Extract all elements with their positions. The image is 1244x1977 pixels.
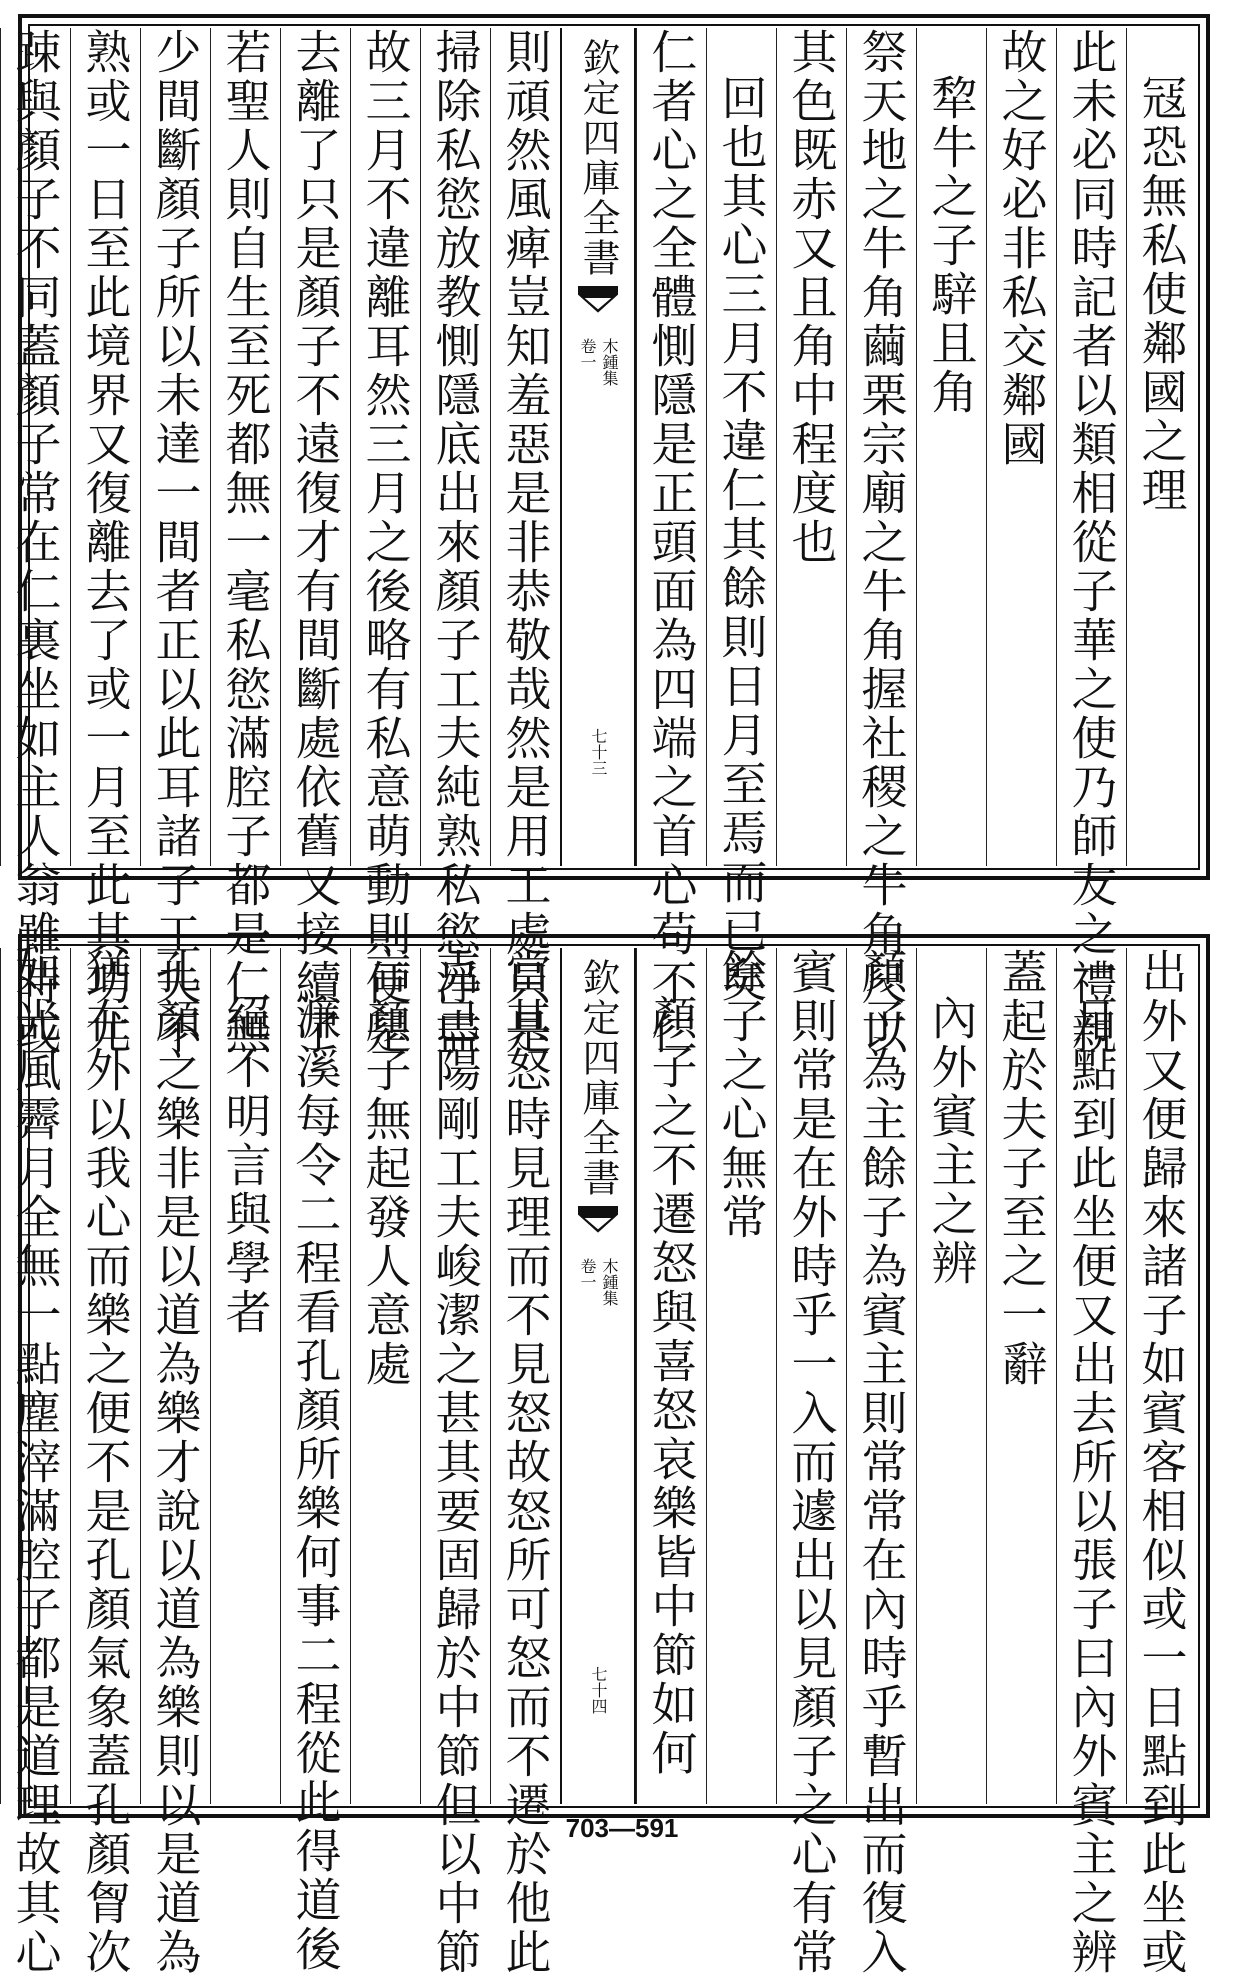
top-page-columns <box>8 28 1196 1057</box>
column-text: 熟或一日至此境界又復離去了或一月至此其功尤 <box>78 28 133 1057</box>
column-text: 餘子之心無常 <box>714 948 769 1242</box>
column-text: 犂牛之子騂且角 <box>924 74 979 417</box>
column-text: 蓋起於夫子至之一辭 <box>994 948 1049 1389</box>
text-column <box>350 948 420 1804</box>
text-column <box>986 948 1056 1804</box>
column-text: 猶在外以我心而樂之便不是孔顏氣象蓋孔顏胷次 <box>78 948 133 1977</box>
top-page <box>8 14 1210 1057</box>
column-text: 祭天地之牛角繭栗宗廟之牛角握社稷之牛角尺以 <box>854 28 909 1057</box>
book-title: 欽定四庫全書 <box>576 38 620 278</box>
book-title: 欽定四庫全書 <box>576 958 620 1198</box>
column-text: 濂溪每令二程看孔顏所樂何事二程從此得道後 <box>288 994 343 1974</box>
text-column <box>490 948 560 1977</box>
column-text: 此未必同時記者以類相從子華之使乃師友之禮親 <box>1064 28 1119 1057</box>
text-column <box>70 28 140 1057</box>
column-text: 若聖人則自生至死都無一毫私慾滿腔子都是仁無 <box>218 28 273 1057</box>
volume-label: 卷一 <box>578 1258 597 1290</box>
center-fold <box>560 948 636 1804</box>
text-column <box>916 28 986 866</box>
text-column <box>1126 948 1196 1977</box>
column-text: 掃除私慾放教惻隱底出來顏子工夫純熟私慾淨盡 <box>428 28 483 1057</box>
text-column <box>706 28 776 1005</box>
column-text: 絕不明言與學者 <box>218 994 273 1337</box>
text-column <box>420 28 490 1057</box>
text-column <box>916 948 986 1804</box>
column-text: 孔顏之樂非是以道為樂才說以道為樂則以是道為 <box>148 948 203 1977</box>
column-text: 回也其心三月不違仁其餘則日月至焉而已矣 <box>714 74 769 1005</box>
text-column <box>776 948 846 1977</box>
column-text: 仁者心之全體惻隱是正頭面為四端之首心苟不仁 <box>644 28 699 1057</box>
text-column <box>1126 28 1196 866</box>
column-text: 冦恐無私使鄰國之理 <box>1134 74 1189 515</box>
column-text: 克己陽剛工夫峻潔之甚其要固歸於中節但以中節 <box>428 948 483 1977</box>
text-column <box>140 28 210 1057</box>
text-column <box>70 948 140 1977</box>
column-text: 去離了只是顏子不遠復才有間斷處依舊又接續了 <box>288 28 343 1057</box>
folio-number: 七十四 <box>589 1666 608 1714</box>
text-column <box>1056 948 1126 1977</box>
text-column <box>140 948 210 1977</box>
column-text: 顏子為主餘子為賓主則常常在內時乎暫出而復入 <box>854 948 909 1977</box>
column-text: 則頑然風痺豈知羞惡是非恭敬哉然是用工處只是 <box>498 28 553 1057</box>
column-text: 踈與顏子不同蓋顏子常在仁裏坐如主人翁雖時或 <box>8 28 63 1057</box>
column-text: 少間斷顏子所以未達一間者正以此耳諸子工夫不 <box>148 28 203 1057</box>
column-text: 顏子之不遷怒與喜怒哀樂皆中節如何 <box>644 994 699 1778</box>
text-column <box>706 948 776 1804</box>
text-column <box>636 948 706 1804</box>
fish-tail-mark-icon <box>578 1206 618 1246</box>
column-text: 內外賓主之辨 <box>924 994 979 1288</box>
volume-label: 卷一 <box>578 338 597 370</box>
text-column <box>1056 28 1126 1057</box>
text-column <box>636 28 706 1057</box>
column-text: 當其怒時見理而不見怒故怒所可怒而不遷於他此 <box>498 948 553 1977</box>
fish-tail-mark-icon <box>578 286 618 326</box>
text-column <box>420 948 490 1977</box>
center-fold <box>560 28 636 866</box>
text-column <box>210 948 280 1804</box>
column-text: 言顏子無起發人意處 <box>358 948 413 1389</box>
text-column <box>846 28 916 1057</box>
column-text: 故三月不違離耳然三月之後略有私意萌動則便是 <box>358 28 413 1057</box>
column-text: 賓則常是在外時乎一入而遽出以見顏子之心有常 <box>784 948 839 1977</box>
folio-number: 七十三 <box>589 728 608 776</box>
text-column <box>846 948 916 1977</box>
text-column <box>986 28 1056 866</box>
text-column <box>210 28 280 1057</box>
column-text: 如光風霽月全無一點塵滓滿腔子都是道理故其心 <box>8 948 63 1977</box>
text-column <box>0 948 70 1977</box>
column-text: 其色既赤又且角中程度也 <box>784 28 839 567</box>
book-name: 木鍾集 <box>600 338 619 386</box>
text-column <box>350 28 420 1057</box>
volume-info <box>578 338 618 386</box>
column-text: 故之好必非私交鄰國 <box>994 28 1049 469</box>
column-text: 出外又便歸來諸子如賓客相似或一日點到此坐或 <box>1134 948 1189 1977</box>
text-column <box>490 28 560 1057</box>
text-column <box>776 28 846 866</box>
page-number: 703—591 <box>565 1813 679 1843</box>
text-column <box>280 28 350 1057</box>
text-column <box>0 28 70 1057</box>
volume-info <box>578 1258 618 1306</box>
text-column <box>280 948 350 1974</box>
book-name: 木鍾集 <box>600 1258 619 1306</box>
column-text: 一月點到此坐便又出去所以張子曰內外賓主之辨 <box>1064 948 1119 1977</box>
